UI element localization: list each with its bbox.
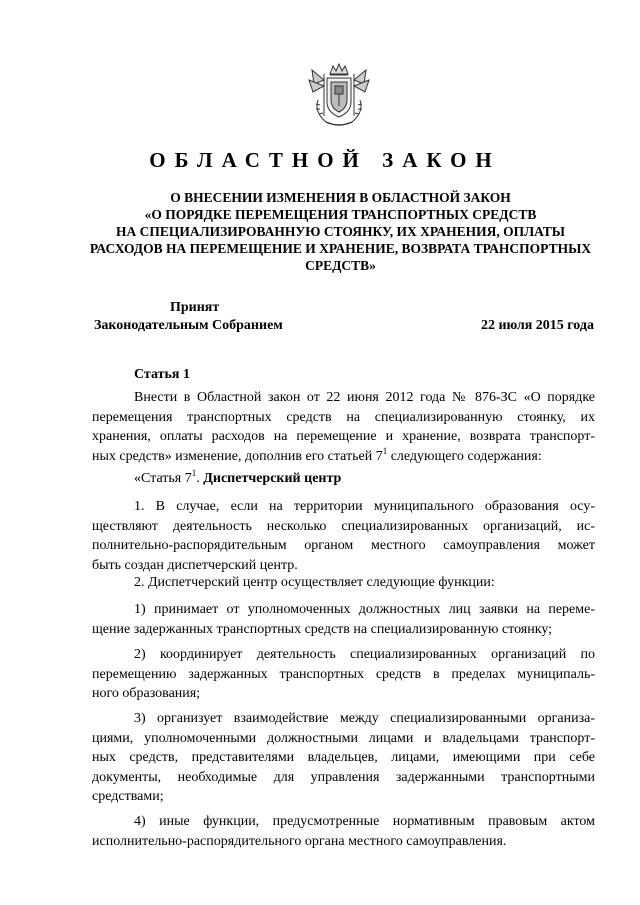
paragraph-line: циями, уполномоченными должностными лицами и владельцами транспорт- [92, 730, 595, 746]
paragraph-line: хранения, оплаты расходов на перемещение и хранение, возврата транспорт- [92, 429, 595, 444]
paragraph-line: ного образования; [92, 686, 201, 701]
paragraph-line: щение задержанных транспортных средств на специализированную стоянку; [92, 621, 553, 637]
superscript: 1 [382, 445, 388, 456]
superscript: 1 [191, 468, 197, 478]
new-article-heading [92, 469, 595, 489]
function-item-1 [92, 600, 595, 639]
adopted-by-body: Законодательным Собранием [94, 318, 283, 333]
paragraph-line: 3) организует взаимодействие между специализированными организа- [134, 711, 595, 726]
paragraph-line-part: ных средств» изменение, дополнив его статьей 7 [92, 448, 383, 464]
paragraph-line-part: следующего содержания: [387, 448, 542, 464]
paragraph-line: документы, необходимые для управления задержанными транспортными [92, 769, 595, 785]
paragraph-line: 2. Диспетчерский центр осуществляет следующие функции: [134, 575, 495, 590]
paragraph-line: быть создан диспетчерский центр. [92, 557, 298, 573]
function-item-2 [92, 645, 595, 704]
paragraph-2 [92, 573, 595, 593]
regional-coat-of-arms-icon [304, 60, 374, 130]
new-article-prefix: «Статья 7 [134, 471, 192, 486]
law-title-line: НА СПЕЦИАЛИЗИРОВАННУЮ СТОЯНКУ, ИХ ХРАНЕНИЯ, ОПЛАТЫ [115, 224, 566, 239]
paragraph-1 [92, 497, 595, 575]
function-item-3 [92, 709, 595, 807]
paragraph-line: исполнительно-распорядительного органа местного самоуправления. [92, 833, 507, 849]
paragraph-line: перемещению задержанных транспортных средств в пределах муниципаль- [92, 666, 595, 682]
law-title-line: «О ПОРЯДКЕ ПЕРЕМЕЩЕНИЯ ТРАНСПОРТНЫХ СРЕДСТВ [144, 207, 537, 222]
adopted-label: Принят [170, 300, 220, 315]
law-type-heading: ОБЛАСТНОЙ ЗАКОН [149, 148, 501, 172]
law-title [88, 189, 593, 274]
paragraph-line: перемещения транспортных средств на специализированную стоянку, их [92, 409, 595, 425]
paragraph-line: ществляют деятельность несколько специализированных организаций, ис- [92, 518, 595, 534]
article-heading: Статья 1 [134, 367, 190, 382]
function-item-4 [92, 812, 595, 851]
paragraph-line: Внести в Областной закон от 22 июня 2012 года № 876-ЗС «О порядке [134, 390, 595, 405]
article-intro-paragraph [92, 388, 595, 466]
paragraph-line: 1) принимает от уполномоченных должностных лиц заявки на переме- [134, 602, 595, 617]
new-article-suffix: . [196, 471, 204, 486]
paragraph-line: ных средств, представителями владельцев, лицами, имеющими при себе [92, 750, 595, 765]
paragraph-line: средствами; [92, 789, 164, 804]
new-article-title: Диспетчерский центр [203, 471, 342, 486]
paragraph-line: 2) координирует деятельность специализированных организаций по [134, 647, 595, 662]
law-title-line: О ВНЕСЕНИИ ИЗМЕНЕНИЯ В ОБЛАСТНОЙ ЗАКОН [170, 190, 511, 205]
paragraph-line [92, 469, 595, 489]
law-title-line: СРЕДСТВ» [305, 258, 376, 273]
adoption-date: 22 июля 2015 года [480, 318, 594, 333]
law-title-line: РАСХОДОВ НА ПЕРЕМЕЩЕНИЕ И ХРАНЕНИЕ, ВОЗВРАТА ТРАНСПОРТНЫХ [89, 241, 592, 256]
paragraph-line [92, 447, 595, 467]
paragraph-line: 1. В случае, если на территории муниципального образования осу- [134, 499, 595, 514]
paragraph-line: 4) иные функции, предусмотренные нормативным правовым актом [134, 814, 595, 829]
paragraph-line: полнительно-распорядительным органом местного самоуправления может [92, 538, 595, 553]
